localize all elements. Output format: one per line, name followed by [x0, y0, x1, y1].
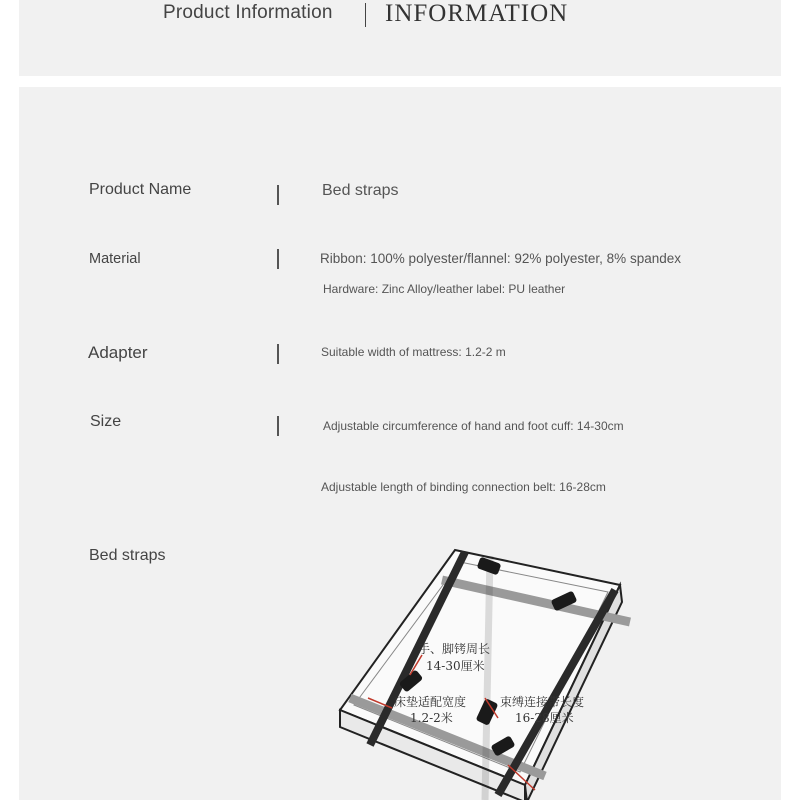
header-title: Product Information: [163, 2, 333, 23]
row-divider: [277, 249, 279, 269]
belt-length-value: 16-28厘米: [515, 711, 574, 725]
cuff-circumference-label: 手、脚铐周长: [418, 642, 491, 656]
cuff-circumference-value: 14-30厘米: [426, 659, 485, 673]
header-divider: [365, 3, 366, 27]
belt-length-label: 束缚连接带长度: [500, 695, 585, 709]
header-info-heading: INFORMATION: [385, 0, 569, 27]
mattress-width-label: 床垫适配宽度: [394, 695, 467, 709]
adapter-value: Suitable width of mattress: 1.2-2 m: [321, 345, 506, 359]
material-value-ribbon: Ribbon: 100% polyester/flannel: 92% polyester, 8% spandex: [320, 251, 681, 266]
size-label: Size: [90, 413, 122, 430]
size-value-cuff: Adjustable circumference of hand and foot cuff: 14-30cm: [323, 419, 624, 433]
product-name-label: Product Name: [89, 181, 192, 198]
adapter-label: Adapter: [88, 343, 148, 362]
row-divider: [277, 185, 279, 205]
bed-straps-illustration: [330, 540, 640, 800]
row-divider: [277, 344, 279, 364]
size-value-belt: Adjustable length of binding connection belt: 16-28cm: [321, 480, 606, 494]
mattress-width-value: 1.2-2米: [410, 711, 453, 725]
product-name-value: Bed straps: [322, 182, 399, 199]
strap-shadow: [485, 556, 490, 800]
material-label: Material: [89, 251, 141, 267]
material-value-hardware: Hardware: Zinc Alloy/leather label: PU leather: [323, 282, 566, 296]
bed-straps-figure-label: Bed straps: [89, 547, 166, 564]
row-divider: [277, 416, 279, 436]
